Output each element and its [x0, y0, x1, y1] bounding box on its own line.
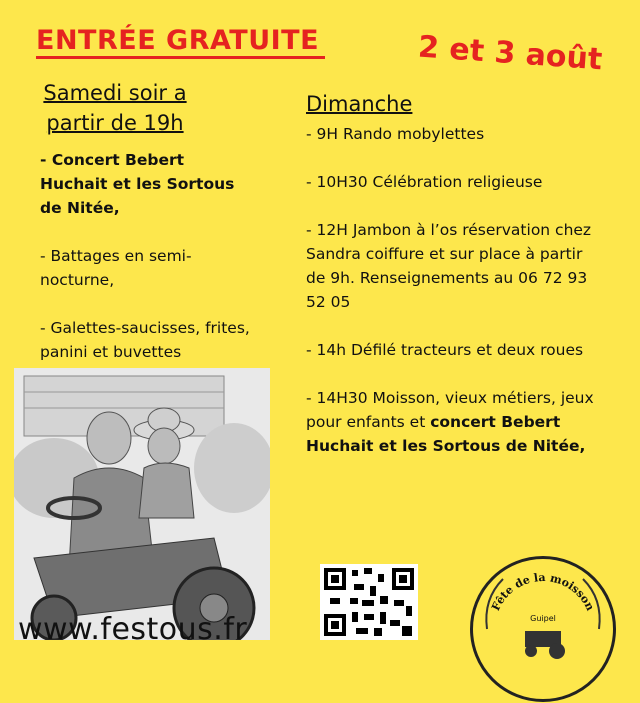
tractor-illustration [14, 368, 270, 640]
sunday-item-defile: - 14h Défilé tracteurs et deux roues [306, 341, 584, 359]
sunday-item-celebration: - 10H30 Célébration religieuse [306, 173, 543, 191]
website-url[interactable]: www.festous.fr [18, 612, 248, 647]
logo-title: Fête de la moisson [489, 570, 597, 613]
moisson-concert-text: concert Bebert Huchait et les Sortous de Nitée, [306, 413, 586, 455]
sunday-item-rando: - 9H Rando mobylettes [306, 125, 485, 143]
event-dates: 2 et 3 août [417, 29, 604, 78]
svg-text:Fête de la moisson [489, 571, 597, 613]
moisson-text: - 14H30 Moisson, vieux métiers, jeux pour enfants et [306, 389, 594, 431]
sunday-item-jambon: - 12H Jambon à l’os réservation chez Sandra coiffure et sur place à partir de 9h. Renseignements au 06 72 93 52 05 [306, 221, 592, 311]
saturday-list [40, 148, 250, 388]
fete-moisson-logo [470, 556, 616, 702]
entry-banner: ENTRÉE GRATUITE [36, 26, 325, 59]
saturday-item-concert: - Concert Bebert Huchait et les Sortous de Nitée, [40, 151, 235, 217]
sunday-item-moisson [306, 386, 606, 458]
saturday-title-line1: Samedi soir a [43, 81, 187, 105]
saturday-title [40, 78, 190, 138]
saturday-item-battages: - Battages en semi-nocturne, [40, 247, 192, 289]
qr-code[interactable] [320, 564, 418, 640]
sunday-list [306, 122, 606, 482]
saturday-title-line2: partir de 19h [46, 111, 184, 135]
logo-subtitle: Guipel [530, 614, 556, 623]
sunday-title: Dimanche [306, 92, 413, 116]
saturday-item-food: - Galettes-saucisses, frites, panini et buvettes [40, 319, 250, 361]
